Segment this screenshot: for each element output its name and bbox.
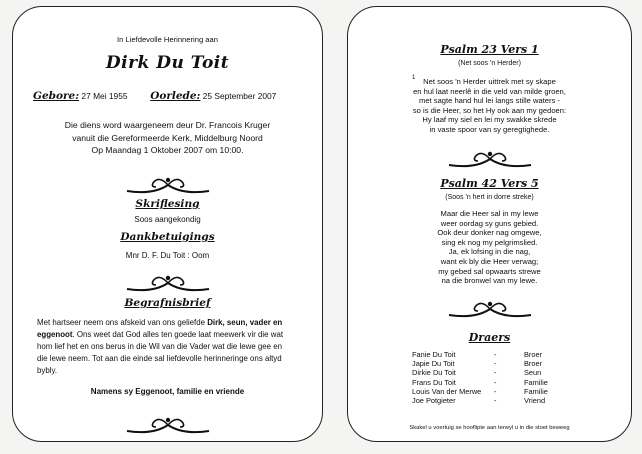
- dates-row: [33, 90, 312, 102]
- service-info: [13, 119, 322, 157]
- list-item: Frans Du Toit - Familie: [412, 377, 548, 387]
- psalm1-verse-number: 1: [412, 75, 416, 81]
- service-line: Die diens word waargeneem deur Dr. Francois Kruger: [64, 120, 271, 130]
- bearers-title: Draers: [468, 331, 511, 344]
- letter-line: eggenoot. Ons weet dat God alles ten goede laat meewerk vir die wat: [37, 330, 284, 339]
- funeral-letter-heading: Begrafnisbrief: [124, 297, 211, 309]
- funeral-letter: [37, 317, 316, 377]
- ornament-divider-icon: [123, 173, 213, 195]
- signoff: Namens sy Eggenoot, familie en vriende: [90, 387, 245, 396]
- ornament-divider-icon: [123, 413, 213, 435]
- letter-line: hom lief het en ons berus in die Wil van die Vader wat die lewe gee en: [37, 342, 283, 351]
- thanks-heading: Dankbetuigings: [120, 231, 215, 243]
- left-card-page: [12, 6, 323, 442]
- right-card-page: [347, 6, 632, 442]
- list-item: Fanie Du Toit - Broer: [412, 350, 543, 359]
- psalm1-title: Psalm 23 Vers 1: [440, 43, 539, 56]
- list-item: Louis Van der Merwe - Familie: [412, 386, 548, 396]
- died-label: Oorlede:: [150, 90, 201, 102]
- list-item: Joe Potgieter - Vriend: [412, 396, 546, 406]
- psalm2-text: Maar die Heer sal in my lewe weer oordag sy guns gebied. Ook deur donker nag omgewe, sing ek nog my pelgrimslied. Ja, ek lofsing in die nag, want ek bly die Heer verwag; my gebed sal opwaarts strewe na die bronwel van my lewe.: [437, 209, 542, 286]
- list-item: Dirkie Du Toit - Seun: [412, 368, 542, 378]
- reading-text: Soos aangekondig: [134, 215, 201, 224]
- ornament-divider-icon: [445, 147, 535, 169]
- letter-line: bybly.: [37, 366, 58, 375]
- psalm1-subtitle: (Net soos 'n Herder): [458, 60, 521, 67]
- procession-notice: Skakel u voertuig se hooflipte aan terwyl u in die stoet beweeg: [409, 425, 570, 431]
- list-item: Japie Du Toit - Broer: [412, 359, 543, 369]
- intro-line: In Liefdevolle Herinnering aan: [117, 35, 218, 44]
- service-line: Op Maandag 1 Oktober 2007 om 10:00.: [91, 145, 244, 156]
- psalm2-title: Psalm 42 Vers 5: [440, 177, 539, 190]
- letter-line: die lewe neem. Tot aan die einde sal liefdevolle herinneringe ons altyd: [37, 354, 282, 363]
- ornament-divider-icon: [123, 271, 213, 293]
- thanks-text: Mnr D. F. Du Toit : Oom: [125, 251, 210, 260]
- ornament-divider-icon: [445, 297, 535, 319]
- born-date: 27 Mei 1955: [81, 91, 128, 101]
- died-date: 25 September 2007: [202, 91, 277, 101]
- reading-heading: Skriflesing: [135, 198, 200, 210]
- letter-line: Met hartseer neem ons afskeid van ons geliefde Dirk, seun, vader en: [37, 318, 283, 327]
- psalm2-subtitle: (Soos 'n hert in dorre streke): [445, 194, 534, 201]
- service-line: vanuit die Gereformeerde Kerk, Middelburg Noord: [72, 132, 263, 143]
- bearers-list: [412, 350, 548, 405]
- deceased-name: Dirk Du Toit: [105, 53, 230, 73]
- born-label: Gebore:: [33, 90, 80, 102]
- psalm1-text: Net soos 'n Herder uittrek met sy skape en hul laat neerlê in die veld van milde groen, met sagte hand hul lei langs stille waters - so is die Heer, so het Hy ook aan my gedoen: Hy laaf my siel en lei my swakke skrede in vaste spoor van sy geregtighede.: [412, 77, 567, 134]
